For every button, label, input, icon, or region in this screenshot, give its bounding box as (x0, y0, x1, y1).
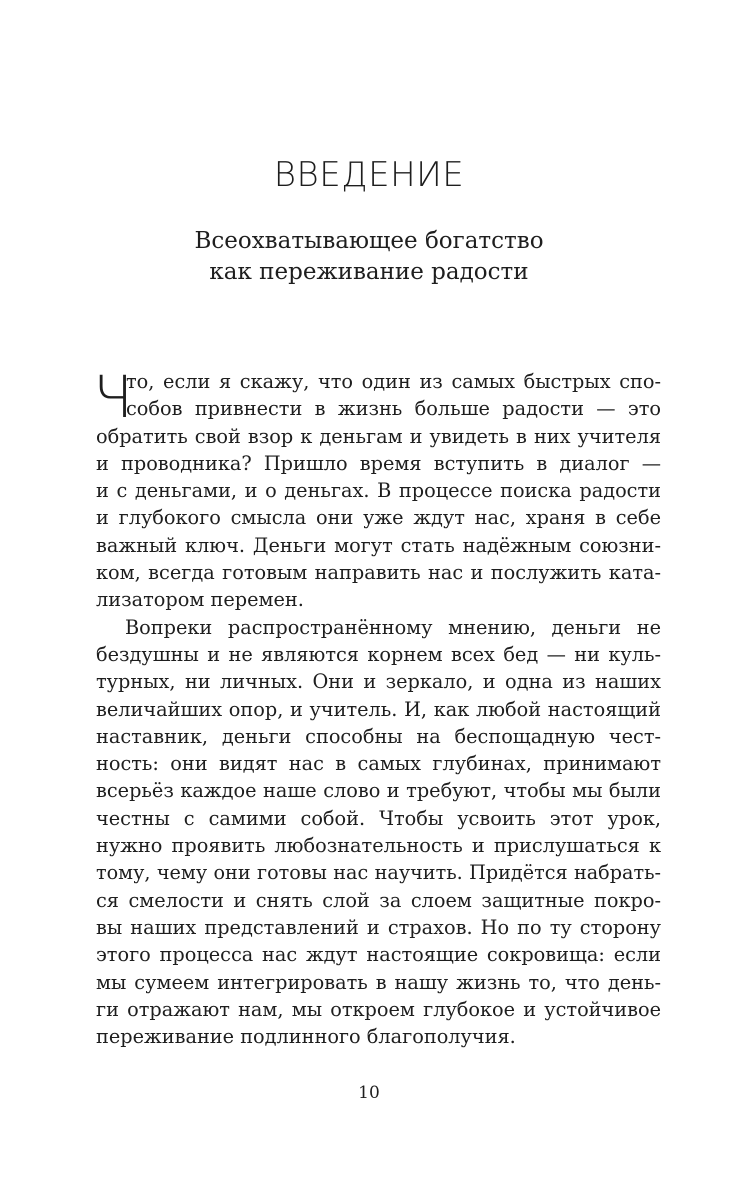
text-line: собов привнести в жизнь больше радости — это (126, 397, 661, 421)
subtitle-line: Всеохватывающее богатство (194, 228, 544, 254)
text-line: всерьёз каждое наше слово и требуют, чтобы мы были (96, 779, 661, 803)
text-line: то, если я скажу, что один из самых быстрых спо- (126, 370, 661, 393)
text-line: величайших опор, и учитель. И, как любой настоящий (96, 697, 661, 721)
chapter-subtitle (0, 226, 738, 288)
text-line: наставник, деньги способны на беспощадную чест- (96, 724, 661, 748)
chapter-title: ВВЕДЕНИЕ (273, 155, 465, 195)
text-line: этого процесса нас ждут настоящие сокровища: если (96, 943, 661, 967)
text-line: ся смелости и снять слой за слоем защитные покро- (96, 888, 661, 912)
text-line: мы сумеем интегрировать в нашу жизнь то, что день- (96, 970, 661, 994)
body-text (93, 363, 661, 1050)
paragraph-1 (93, 363, 661, 614)
text-line: обратить свой взор к деньгам и увидеть в них учителя (96, 424, 661, 448)
text-line: лизатором перемен. (96, 588, 304, 612)
text-line: ги отражают нам, мы откроем глубокое и устойчивое (96, 997, 661, 1021)
text-line: и проводника? Пришло время вступить в диалог — (96, 451, 661, 475)
text-line: переживание подлинного благополучия. (96, 1025, 516, 1049)
text-line: ком, всегда готовым направить нас и послужить ката- (96, 561, 661, 585)
subtitle-line: как переживание радости (209, 259, 529, 285)
drop-cap: Ч (93, 363, 133, 431)
text-line: важный ключ. Деньги могут стать надёжным союзни- (96, 533, 661, 557)
text-line: честны с самими собой. Чтобы усвоить этот урок, (96, 806, 661, 830)
text-line: турных, ни личных. Они и зеркало, и одна из наших (96, 670, 661, 694)
text-line: ность: они видят нас в самых глубинах, принимают (96, 752, 661, 776)
text-line: нужно проявить любознательность и прислушаться к (96, 834, 661, 858)
text-line: тому, чему они готовы нас научить. Придётся набрать- (96, 861, 661, 885)
text-line: вы наших представлений и страхов. Но по ту сторону (96, 915, 661, 939)
page-number: 10 (358, 1083, 380, 1103)
paragraph-2 (96, 614, 661, 1051)
text-line: и глубокого смысла они уже ждут нас, храня в себе (96, 506, 661, 530)
text-line: и с деньгами, и о деньгах. В процессе поиска радости (96, 479, 661, 503)
text-line: Вопреки распространённому мнению, деньги не (125, 615, 661, 639)
text-line: бездушны и не являются корнем всех бед — ни куль- (96, 642, 661, 666)
